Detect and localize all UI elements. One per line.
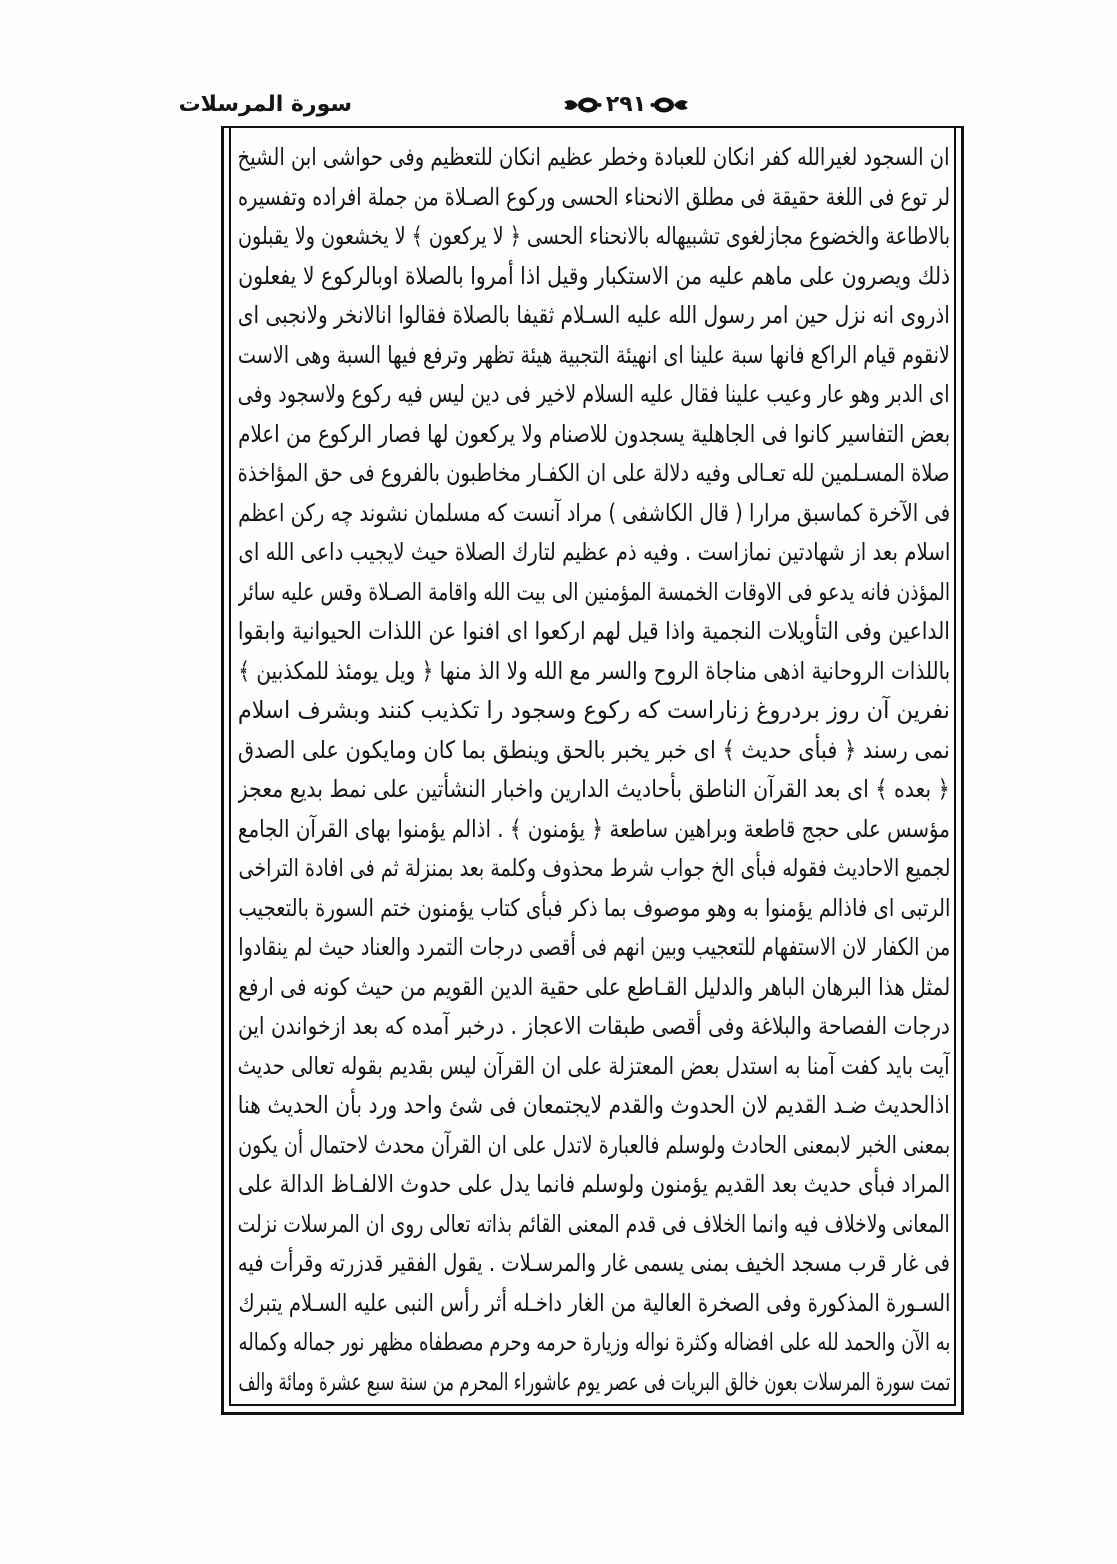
text-line-content: ﴿ بعده ﴾ اى بعد القرآن الناطق بأحاديث الدارين واخبار النشأتين على نمط بديع معجز — [238, 775, 950, 803]
text-line-content: لانقوم قيام الراكع فانها سبة علينا اى انهيئة التجبية هيئة تظهر وترفع فيها السبة وهى الاست — [238, 340, 950, 369]
text-line — [238, 612, 950, 652]
text-line-content: اى الدبر وهو عار وعيب علينا فقال عليه السلام لاخير فى دين ليس فيه ركوع ولاسجود وفى — [238, 380, 950, 408]
text-line-content: تمت سورة المرسلات بعون خالق البريات فى عصر يوم عاشوراء المحرم من سنة سبع عشرة ومائة والف — [238, 1367, 950, 1396]
text-line — [238, 849, 950, 889]
text-line-content: بالاطاعة والخضوع مجازلغوى تشبيهاله بالانحناء الحسى ﴿ لا يركعون ﴾ لا يخشعون ولا يقبلون — [238, 222, 950, 250]
text-line — [238, 968, 950, 1008]
text-line-content: نفرين آن روز بردروغ زناراست كه ركوع وسجود را تكذيب كنند وبشرف اسلام — [238, 696, 950, 724]
text-line-content: فى الآخرة كماسبق مرارا ( قال الكاشفى ) مراد آنست كه مسلمان نشوند چه ركن اعظم — [238, 498, 950, 527]
text-line — [238, 1244, 950, 1284]
text-line — [238, 573, 950, 613]
text-line — [238, 533, 950, 573]
text-line — [238, 652, 950, 692]
body-text — [238, 138, 950, 1402]
text-line — [238, 1126, 950, 1166]
text-line — [238, 810, 950, 850]
text-line-content: الرتبى اى فاذالم يؤمنوا به وهو موصوف بما ذكر فبأى كتاب يؤمنون ختم السورة بالتعجيب — [238, 893, 950, 922]
text-line — [238, 1007, 950, 1047]
text-line-content: ذلك ويصرون على ماهم عليه من الاستكبار وقيل اذا أمروا بالصلاة اوبالركوع لا يفعلون — [238, 261, 950, 290]
text-line — [238, 691, 950, 731]
text-line-content: من الكفار لان الاستفهام للتعجيب وبين انهم فى أقصى درجات التمرد والعناد حيث لم ينقادوا — [238, 933, 950, 961]
text-line-content: ان السجود لغيرالله كفر انكان للعبادة وخطر عظيم انكان للتعظيم وفى حواشى ابن الشيخ — [238, 143, 950, 171]
text-line-content: المؤذن فانه يدعو فى الاوقات الخمسة المؤمنين الى بيت الله واقامة الصـلاة وقس عليه سائر — [238, 577, 950, 606]
text-line-content: باللذات الروحانية اذهى مناجاة الروح والسر مع الله ولا الذ منها ﴿ ويل يومئذ للمكذبين ﴾ — [238, 656, 950, 685]
text-line — [238, 1047, 950, 1087]
text-line-content: لجميع الاحاديث فقوله فبأى الخ جواب شرط محذوف وكلمة بعد بمنزلة ثم فى افادة التراخى — [238, 854, 950, 882]
ornament-left-icon — [562, 94, 602, 116]
text-line-content: المراد فبأى حديث بعد القديم يؤمنون ولوسلم فانما يدل على حدوث الالفـاظ الدالة على — [238, 1170, 950, 1198]
text-line — [238, 217, 950, 257]
text-line — [238, 1323, 950, 1363]
text-line-content: فى غار قرب مسجد الخيف بمنى يسمى غار والمرسـلات . يقول الفقير قدزرته وقرأت فيه — [238, 1249, 950, 1277]
text-line — [238, 928, 950, 968]
text-line-content: لر توع فى اللغة حقيقة فى مطلق الانحناء الحسى وركوع الصـلاة من جملة افراده وتفسيره — [238, 182, 950, 211]
text-line — [238, 1284, 950, 1324]
text-line-content: اذالحديث ضـد القديم لان الحدوث والقدم لايجتمعان فى شئ واحد ورد بأن الحديث هنا — [238, 1091, 950, 1119]
text-line — [238, 336, 950, 376]
text-line — [238, 296, 950, 336]
text-line-content: الداعين وفى التأويلات النجمية واذا قيل لهم اركعوا اى افنوا عن اللذات الحيوانية وابقوا — [238, 617, 950, 645]
text-line-content: السـورة المذكورة وفى الصخرة العالية من الغار داخـله أثر رأس النبى عليه السـلام يتبرك — [238, 1288, 950, 1317]
text-line — [238, 731, 950, 771]
page-number: ٢٩١ — [605, 92, 647, 117]
text-line-content: مؤسس على حجج قاطعة وبراهين ساطعة ﴿ يؤمنون ﴾ . اذالم يؤمنوا بهاى القرآن الجامع — [238, 814, 950, 843]
text-line-content: درجات الفصاحة والبلاغة وفى أقصى طبقات الاعجاز . درخبر آمده كه بعد ازخواندن اين — [238, 1012, 950, 1040]
text-line-content: المعانى ولاخلاف فيه وانما الخلاف فى قدم المعنى القائم بذاته تعالى روى ان المرسلات نزلت — [238, 1209, 950, 1238]
text-line-content: اسلام بعد از شهادتين نمازاست . وفيه ذم عظيم لتارك الصلاة حيث لايجيب داعى الله اى — [238, 538, 950, 566]
text-line — [238, 257, 950, 297]
ornament-right-icon — [650, 94, 690, 116]
text-line — [238, 770, 950, 810]
text-line — [238, 375, 950, 415]
text-line — [238, 415, 950, 455]
text-line — [238, 454, 950, 494]
text-line — [238, 178, 950, 218]
text-line-content: لمثل هذا البرهان الباهر والدليل القـاطع على حقية الدين القويم من حيث كونه فى ارفع — [238, 972, 950, 1001]
running-head-surah-title: سورة المرسلات — [178, 92, 352, 117]
text-line-content: اذروى انه نزل حين امر رسول الله عليه السـلام ثقيفا بالصلاة فقالوا انالانخر ولانجبى اى — [238, 301, 950, 329]
page-number-group — [558, 90, 694, 120]
text-line — [238, 1205, 950, 1245]
text-line — [238, 138, 950, 178]
text-line-content: بمعنى الخبر لابمعنى الحادث ولوسلم فالعبارة لاتدل على ان القرآن محدث لاحتمال أن يكون — [238, 1130, 950, 1159]
text-line-content: بعض التفاسير كانوا فى الجاهلية يسجدون للاصنام ولا يركعون لها فصار الركوع من اعلام — [238, 419, 950, 448]
text-line — [238, 494, 950, 534]
text-line — [238, 889, 950, 929]
text-line-content: به الآن والحمد لله على افضاله وكثرة نواله وزيارة حرمه وحرم مصطفاه مظهر نور جماله وكماله — [238, 1328, 950, 1356]
text-line — [238, 1165, 950, 1205]
text-line — [238, 1086, 950, 1126]
text-line-content: نمى رسند ﴿ فبأى حديث ﴾ اى خبر يخبر بالحق وينطق بما كان ومايكون على الصدق — [238, 735, 950, 764]
text-line — [238, 1363, 950, 1403]
text-line-content: صلاة المسـلمين لله تعـالى وفيه دلالة على ان الكفـار مخاطبون بالفروع فى حق المؤاخذة — [238, 459, 950, 487]
text-line-content: آيت بايد كفت آمنا به استدل بعض المعتزلة على ان القرآن ليس بقديم بقوله تعالى حديث — [238, 1051, 950, 1080]
